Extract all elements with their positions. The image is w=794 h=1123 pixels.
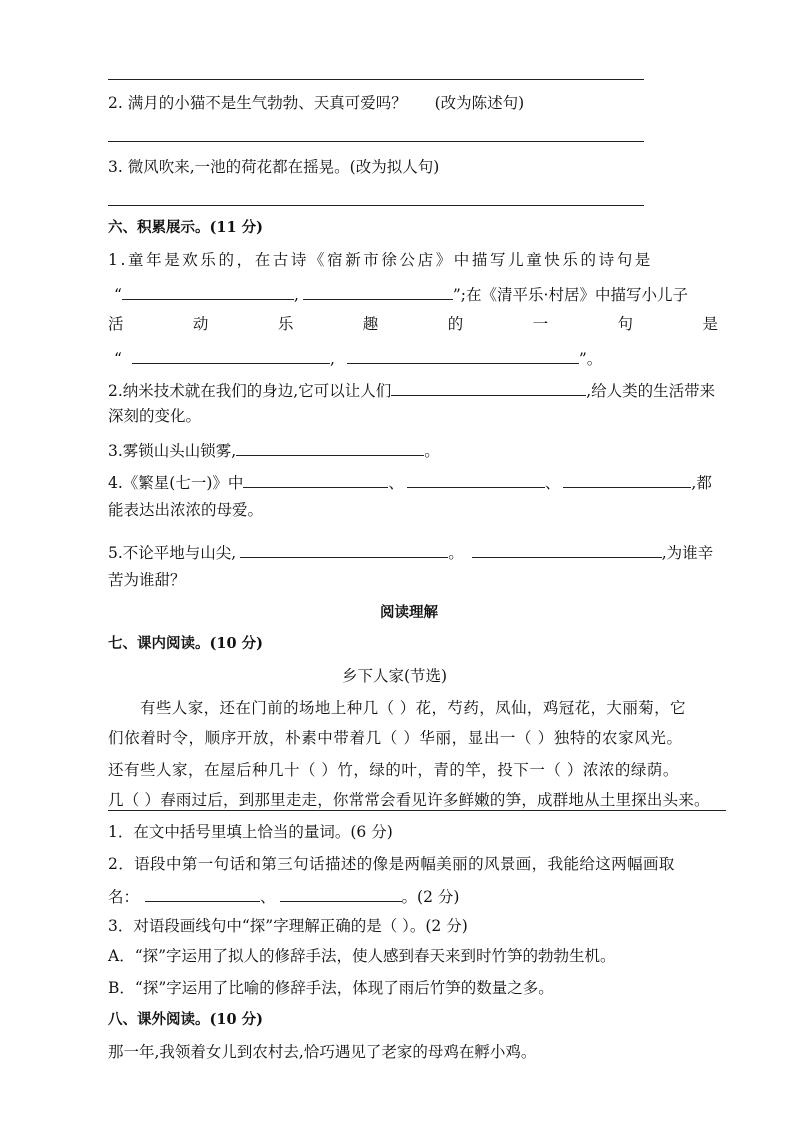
period: 。 — [424, 442, 440, 460]
q6-item-1-line-b — [114, 282, 688, 305]
q7-3: 3．对语段画线句中“探”字理解正确的是（ ）。(2 分) — [108, 917, 468, 935]
q6-item-1-a-text: 1.童年是欢乐的，在古诗《宿新市徐公店》中描写儿童快乐的诗句是 — [108, 251, 653, 269]
word: 乐 — [277, 315, 294, 333]
passage-title: 乡下人家(节选) — [342, 667, 448, 685]
q7-2-line-a: 2．语段中第一句话和第三句话描述的像是两幅美丽的风景画，我能给这两幅画取 — [108, 855, 675, 873]
q6-item-3-text: 3.雾锁山头山锁雾, — [108, 442, 237, 460]
q6-item-5-line-a — [108, 540, 713, 563]
q6-item-4-text: 4.《繁星(七一)》中 — [108, 474, 244, 492]
blank-field[interactable] — [122, 282, 294, 300]
word: 趣 — [362, 315, 379, 333]
sentence-underline — [108, 810, 726, 811]
blank-field[interactable] — [243, 470, 388, 488]
separator: 、 — [388, 474, 404, 492]
blank-field[interactable] — [391, 378, 586, 396]
q6-item-5-end: ,为谁辛 — [661, 544, 714, 562]
passage-line-3: 还有些人家，在屋后种几十（ ）竹，绿的叶，青的竿，投下一（ ）浓浓的绿荫。 — [108, 761, 679, 779]
quote-close: ”。 — [578, 350, 603, 368]
blank-field[interactable] — [303, 282, 453, 300]
q6-item-1-line-c — [108, 314, 718, 334]
q7-2-line-b — [108, 884, 459, 907]
q6-title: 六、积累展示。(11 分) — [108, 219, 263, 236]
answer-line — [108, 141, 644, 142]
q7-3-option-a[interactable]: A．“探”字运用了拟人的修辞手法，使人感到春天来到时竹笋的勃勃生机。 — [108, 947, 616, 965]
word: 是 — [702, 315, 718, 333]
q6-item-5-line-b: 苦为谁甜？ — [108, 571, 186, 589]
blank-field[interactable] — [472, 540, 662, 558]
period: 。 — [448, 544, 464, 562]
q7-3-option-b[interactable]: B．“探”字运用了比喻的修辞手法，体现了雨后竹笋的数量之多。 — [108, 979, 554, 997]
blank-field[interactable] — [407, 470, 545, 488]
answer-line — [108, 205, 644, 206]
q6-item-1-line-a — [108, 250, 653, 270]
q8-title: 八、课外阅读。(10 分) — [108, 1011, 263, 1028]
blank-field[interactable] — [563, 470, 691, 488]
quote-open: “ — [114, 286, 122, 304]
separator: 、 — [260, 888, 276, 906]
quote-open: “ — [114, 350, 122, 368]
word: 动 — [192, 315, 209, 333]
q6-item-4-end: ,都 — [691, 474, 712, 492]
blank-field[interactable] — [347, 346, 579, 364]
passage-line-4-underlined: 几（ ）春雨过后，到那里走走，你常常会看见许多鲜嫩的笋，成群地从土里探出头来。 — [108, 791, 710, 809]
passage-line-2: 们依着时令，顺序开放，朴素中带着几（ ）华丽，显出一（ ）独特的农家风光。 — [108, 729, 683, 747]
separator: 、 — [544, 474, 561, 492]
q6-item-2-end: ,给人类的生活带来 — [586, 382, 716, 400]
q6-item-4-line-a — [108, 470, 712, 493]
q7-2-label: 名： — [108, 888, 140, 906]
word: 句 — [617, 315, 634, 333]
q7-title: 七、课内阅读。(10 分) — [108, 635, 263, 652]
q7-1: 1．在文中括号里填上恰当的量词。(6 分) — [108, 823, 393, 841]
q6-item-1-line-d — [114, 346, 602, 369]
blank-field[interactable] — [240, 540, 448, 558]
blank-field[interactable] — [145, 884, 260, 902]
q6-item-1-b-end: ”;在《清平乐·村居》中描写小儿子 — [452, 286, 688, 304]
q6-item-2-text: 2.纳米技术就在我们的身边,它可以让人们 — [108, 382, 392, 400]
passage-line-1: 有些人家，还在门前的场地上种几（ ）花，芍药，凤仙，鸡冠花，大丽菊，它 — [140, 699, 686, 717]
q6-item-5-text: 5.不论平地与山尖, — [108, 544, 237, 562]
q8-passage-line-1: 那一年,我领着女儿到农村去,恰巧遇见了老家的母鸡在孵小鸡。 — [108, 1043, 537, 1061]
q6-item-2-line-b: 深刻的变化。 — [108, 407, 202, 425]
q5-item-2 — [108, 93, 524, 113]
q5-item-2-hint: (改为陈述句) — [434, 94, 525, 112]
answer-line — [108, 79, 644, 80]
blank-field[interactable] — [236, 438, 424, 456]
q6-item-4-line-b: 能表达出浓浓的母爱。 — [108, 501, 264, 519]
q6-item-2-line-a — [108, 378, 715, 401]
q5-item-3: 3. 微风吹来,一池的荷花都在摇晃。(改为拟人句) — [108, 158, 440, 176]
word: 一 — [532, 315, 549, 333]
blank-field[interactable] — [280, 884, 402, 902]
word: 活 — [108, 315, 124, 333]
word: 的 — [447, 315, 464, 333]
comma: , — [293, 286, 299, 304]
q7-2-end: 。(2 分) — [401, 888, 460, 906]
blank-field[interactable] — [132, 346, 330, 364]
section-title: 阅读理解 — [380, 604, 438, 621]
q6-item-3 — [108, 438, 440, 461]
q5-item-2-text: 2. 满月的小猫不是生气勃勃、天真可爱吗？ — [108, 94, 407, 112]
comma: , — [329, 350, 335, 368]
